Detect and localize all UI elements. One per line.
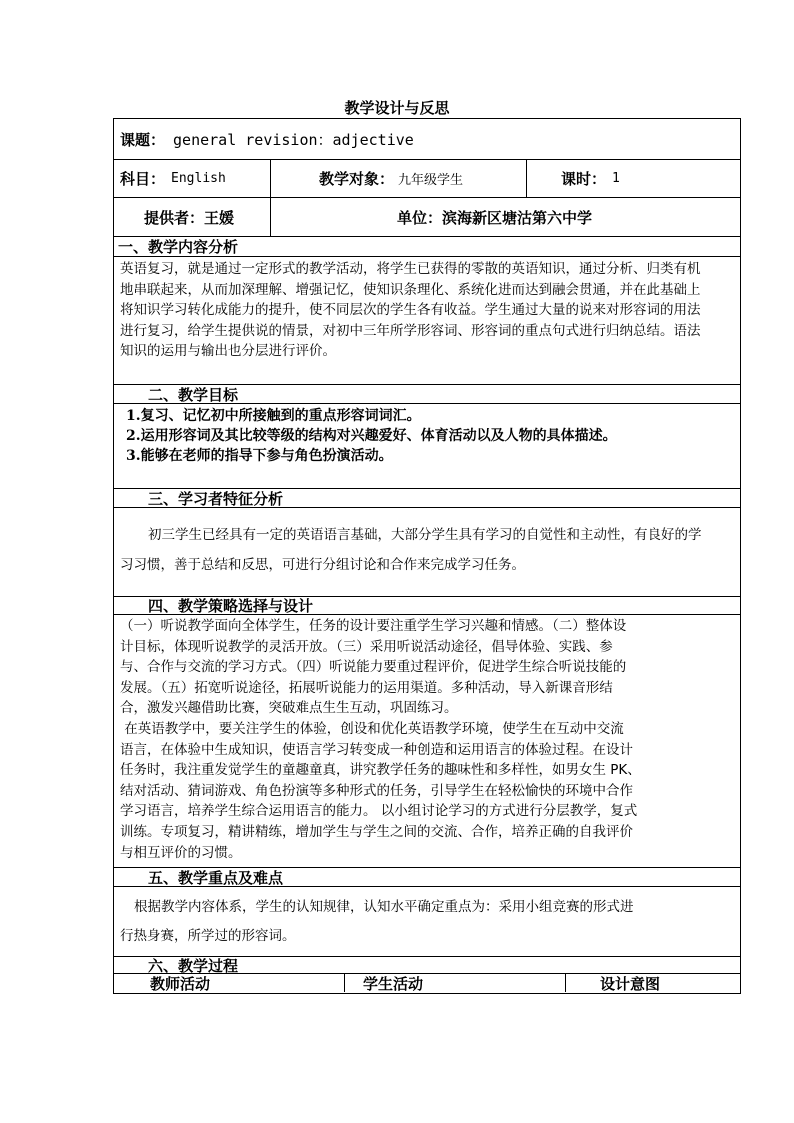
document-title: 教学设计与反思 [344,99,450,117]
strategy-heading: 四、教学策略选择与设计 [114,597,740,615]
strategy-line: 发展。（五）拓宽听说途径，拓展听说能力的运用渠道。多种活动，导入新课音形结 [120,679,613,696]
period-value: 1 [612,171,620,186]
objective-item: 1.复习、记忆初中所接触到的重点形容词词汇。 [126,408,421,424]
analysis-line: 进行复习，给学生提供说的情景，对初中三年所学形容词、形容词的重点句式进行归纳总结。语法 [120,322,701,339]
provider-row [114,198,740,237]
target-value: 九年级学生 [398,173,464,188]
analysis-line: 地串联起来，从而加深理解、增强记忆，使知识条理化、系统化进而达到融会贯通，并在此基础上 [120,281,701,298]
objective-item: 2.运用形容词及其比较等级的结构对兴趣爱好、体育活动以及人物的具体描述。 [126,428,617,444]
period-label: 课时： [561,170,607,188]
process-heading: 六、教学过程 [114,957,740,974]
provider-value: 王媛 [204,208,235,227]
topic-value: general revision：adjective [173,130,414,149]
provider-label: 提供者： [144,208,205,227]
unit-label: 单位： [397,208,443,227]
keypoints-body [114,887,740,957]
column-header-purpose: 设计意图 [600,974,661,993]
analysis-heading: 一、教学内容分析 [114,237,740,257]
keypoints-line: 根据教学内容体系，学生的认知规律，认知水平确定重点为：采用小组竞赛的形式进 [134,899,634,915]
keypoints-line: 行热身赛，所学过的形容词。 [120,928,296,944]
process-columns-row [114,974,740,992]
keypoints-heading: 五、教学重点及难点 [114,868,740,887]
analysis-line: 知识的运用与输出也分层进行评价。 [120,343,336,359]
unit-value: 滨海新区塘沽第六中学 [442,208,593,227]
analysis-line: 英语复习，就是通过一定形式的教学活动，将学生已获得的零散的英语知识，通过分析、归类有机 [120,261,701,277]
column-header-student: 学生活动 [363,974,424,993]
strategy-line: 训练。专项复习，精讲精练，增加学生与学生之间的交流、合作，培养正确的自我评价 [120,823,633,840]
strategy-line: 与、合作与交流的学习方式。（四）听说能力要重过程评价，促进学生综合听说技能的 [120,659,627,676]
subject-value: English [171,171,226,186]
strategy-line: 在英语教学中，要关注学生的体验，创设和优化英语教学环境，使学生在互动中交流 [120,720,624,737]
strategy-body [114,615,740,868]
analysis-body [114,257,740,385]
strategy-line: 任务时，我注重发觉学生的童趣童真，讲究教学任务的趣味性和多样性，如男女生 PK、 [120,762,641,779]
objectives-body [114,404,740,489]
analysis-line: 将知识学习转化成能力的提升，使不同层次的学生各有收益。学生通过大量的说来对形容词的用法 [120,302,701,318]
topic-label: 课题： [120,130,166,149]
lesson-plan-table [113,118,741,994]
strategy-line: 合，激发兴趣借助比赛，突破难点生生互动，巩固练习。 [120,700,458,717]
strategy-line: 语言，在体验中生成知识，使语言学习转变成一种创造和运用语言的体验过程。在设计 [120,741,633,758]
info-row [114,160,740,198]
objective-item: 3.能够在老师的指导下参与角色扮演活动。 [126,448,393,464]
strategy-line: 与相互评价的习惯。 [120,844,242,861]
learners-body [114,508,740,597]
learners-line: 习习惯，善于总结和反思，可进行分组讨论和合作来完成学习任务。 [120,557,525,573]
subject-label: 科目： [120,170,166,188]
learners-heading: 三、学习者特征分析 [114,489,740,508]
objectives-heading: 二、教学目标 [114,385,740,404]
strategy-line: 计目标，体现听说教学的灵活开放。（三）采用听说活动途径，倡导体验、实践、参 [120,638,613,655]
strategy-line: 结对活动、猜词游戏、角色扮演等多种形式的任务，引导学生在轻松愉快的环境中合作 [120,782,633,799]
strategy-line: （一）听说教学面向全体学生，任务的设计要注重学生学习兴趣和情感。（二）整体设 [120,618,627,634]
topic-row [114,119,740,160]
column-header-teacher: 教师活动 [150,974,211,993]
strategy-line: 学习语言，培养学生综合运用语言的能力。 以小组讨论学习的方式进行分层教学，复式 [120,803,638,820]
learners-line: 初三学生已经具有一定的英语语言基础，大部分学生具有学习的自觉性和主动性，有良好的学 [148,527,702,543]
target-label: 教学对象： [319,170,395,188]
